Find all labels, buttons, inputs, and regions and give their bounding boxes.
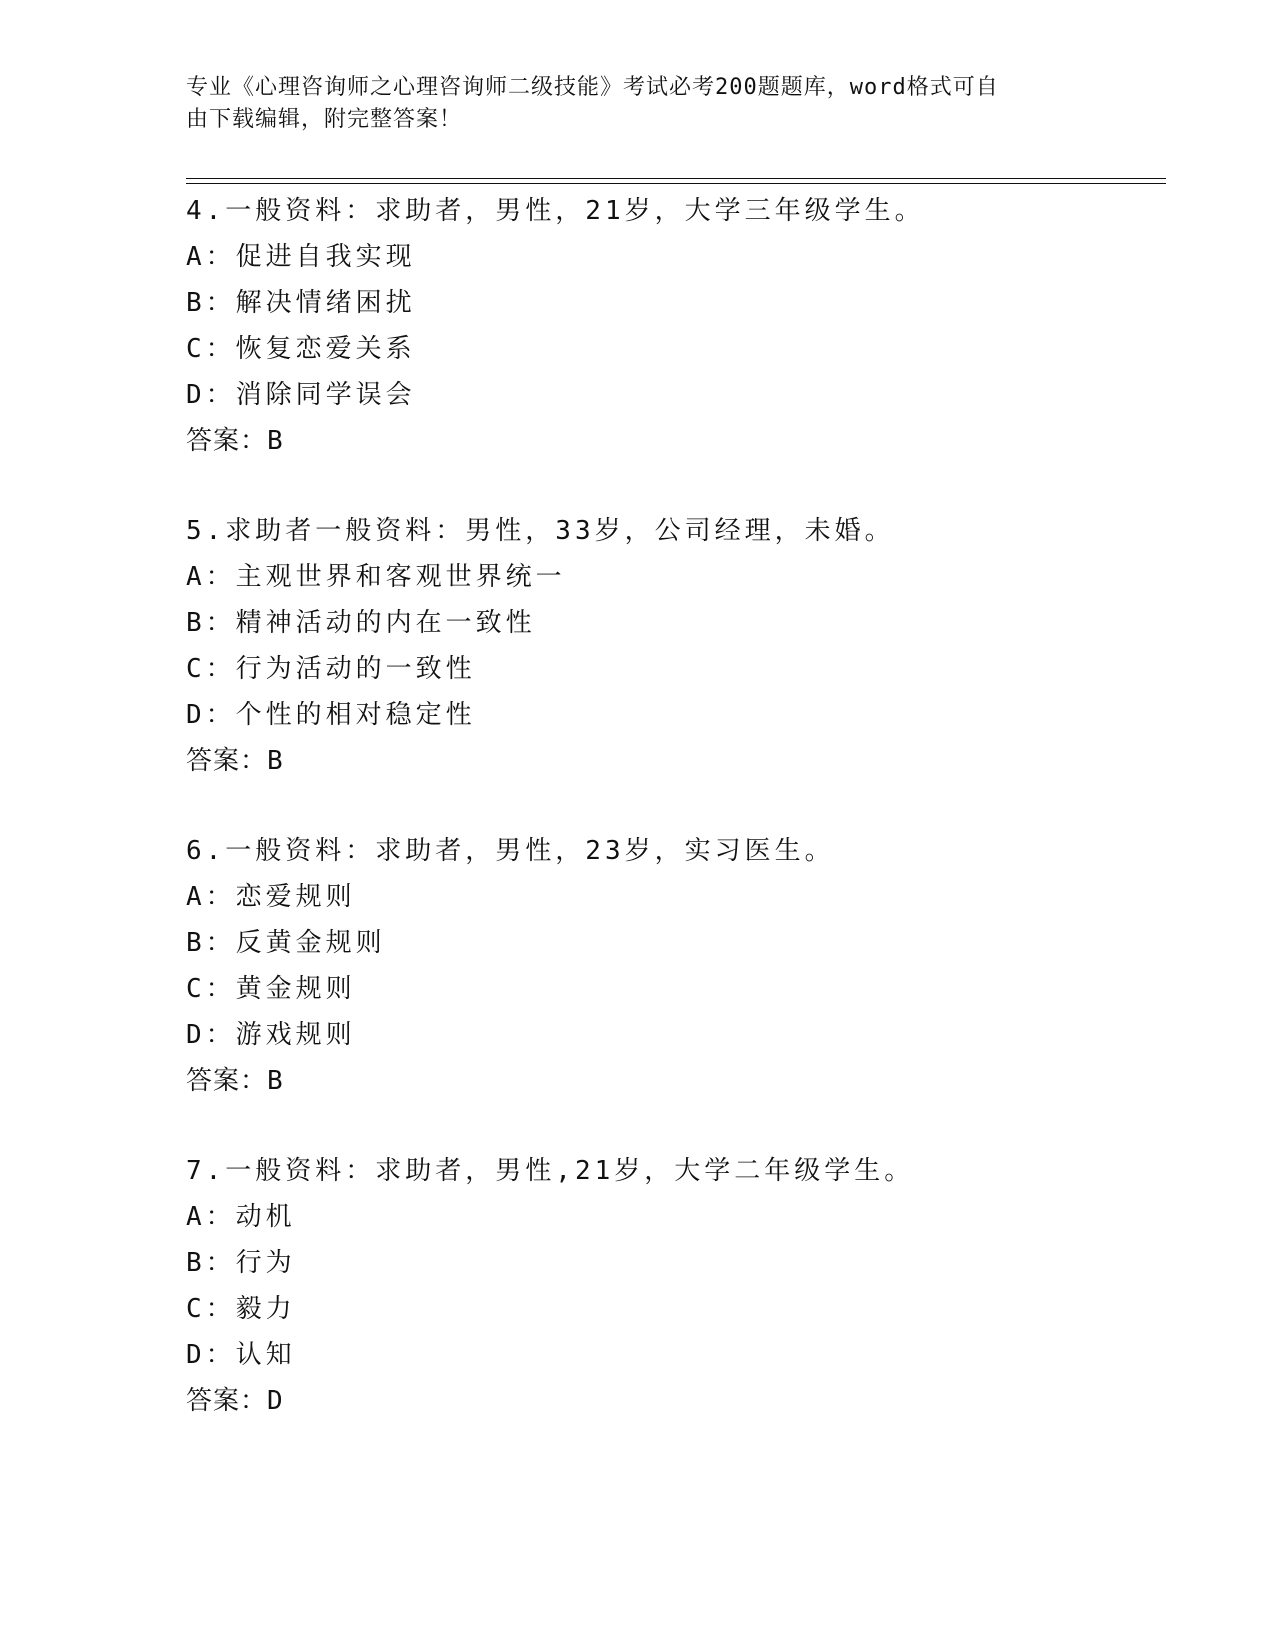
answer-value: B xyxy=(267,746,284,776)
header-line-2: 由下载编辑，附完整答案！ xyxy=(186,107,463,132)
option-b: B：精神活动的内在一致性 xyxy=(186,608,536,638)
answer-label: 答案： xyxy=(186,1066,268,1096)
document-header xyxy=(186,72,1086,136)
answer-label: 答案： xyxy=(186,1386,268,1416)
answer-line xyxy=(186,738,1146,784)
question-5 xyxy=(186,508,1146,784)
answer-line xyxy=(186,1378,1146,1424)
option-c: C：行为活动的一致性 xyxy=(186,654,476,684)
option-d: D：消除同学误会 xyxy=(186,380,416,410)
question-4 xyxy=(186,188,1146,464)
question-stem: 7.一般资料：求助者，男性,21岁，大学二年级学生。 xyxy=(186,1156,915,1186)
option-d: D：游戏规则 xyxy=(186,1020,356,1050)
option-c: C：毅力 xyxy=(186,1294,296,1324)
option-b: B：行为 xyxy=(186,1248,296,1278)
answer-label: 答案： xyxy=(186,426,268,456)
answer-value: D xyxy=(267,1386,284,1416)
question-7 xyxy=(186,1148,1146,1424)
option-c: C：黄金规则 xyxy=(186,974,356,1004)
header-divider-bottom xyxy=(186,183,1166,184)
header-divider-top xyxy=(186,178,1166,179)
answer-label: 答案： xyxy=(186,746,268,776)
question-stem: 6.一般资料：求助者，男性，23岁，实习医生。 xyxy=(186,836,835,866)
option-b: B：反黄金规则 xyxy=(186,928,386,958)
option-d: D：个性的相对稳定性 xyxy=(186,700,476,730)
answer-value: B xyxy=(267,426,284,456)
option-d: D：认知 xyxy=(186,1340,296,1370)
answer-line xyxy=(186,418,1146,464)
question-stem: 5.求助者一般资料：男性，33岁，公司经理，未婚。 xyxy=(186,516,895,546)
option-b: B：解决情绪困扰 xyxy=(186,288,416,318)
option-a: A：动机 xyxy=(186,1202,296,1232)
option-a: A：促进自我实现 xyxy=(186,242,416,272)
answer-value: B xyxy=(267,1066,284,1096)
option-a: A：恋爱规则 xyxy=(186,882,356,912)
option-a: A：主观世界和客观世界统一 xyxy=(186,562,566,592)
question-stem: 4.一般资料：求助者，男性，21岁，大学三年级学生。 xyxy=(186,196,925,226)
question-6 xyxy=(186,828,1146,1104)
option-c: C：恢复恋爱关系 xyxy=(186,334,416,364)
answer-line xyxy=(186,1058,1146,1104)
header-line-1: 专业《心理咨询师之心理咨询师二级技能》考试必考200题题库，word格式可自 xyxy=(186,75,999,100)
